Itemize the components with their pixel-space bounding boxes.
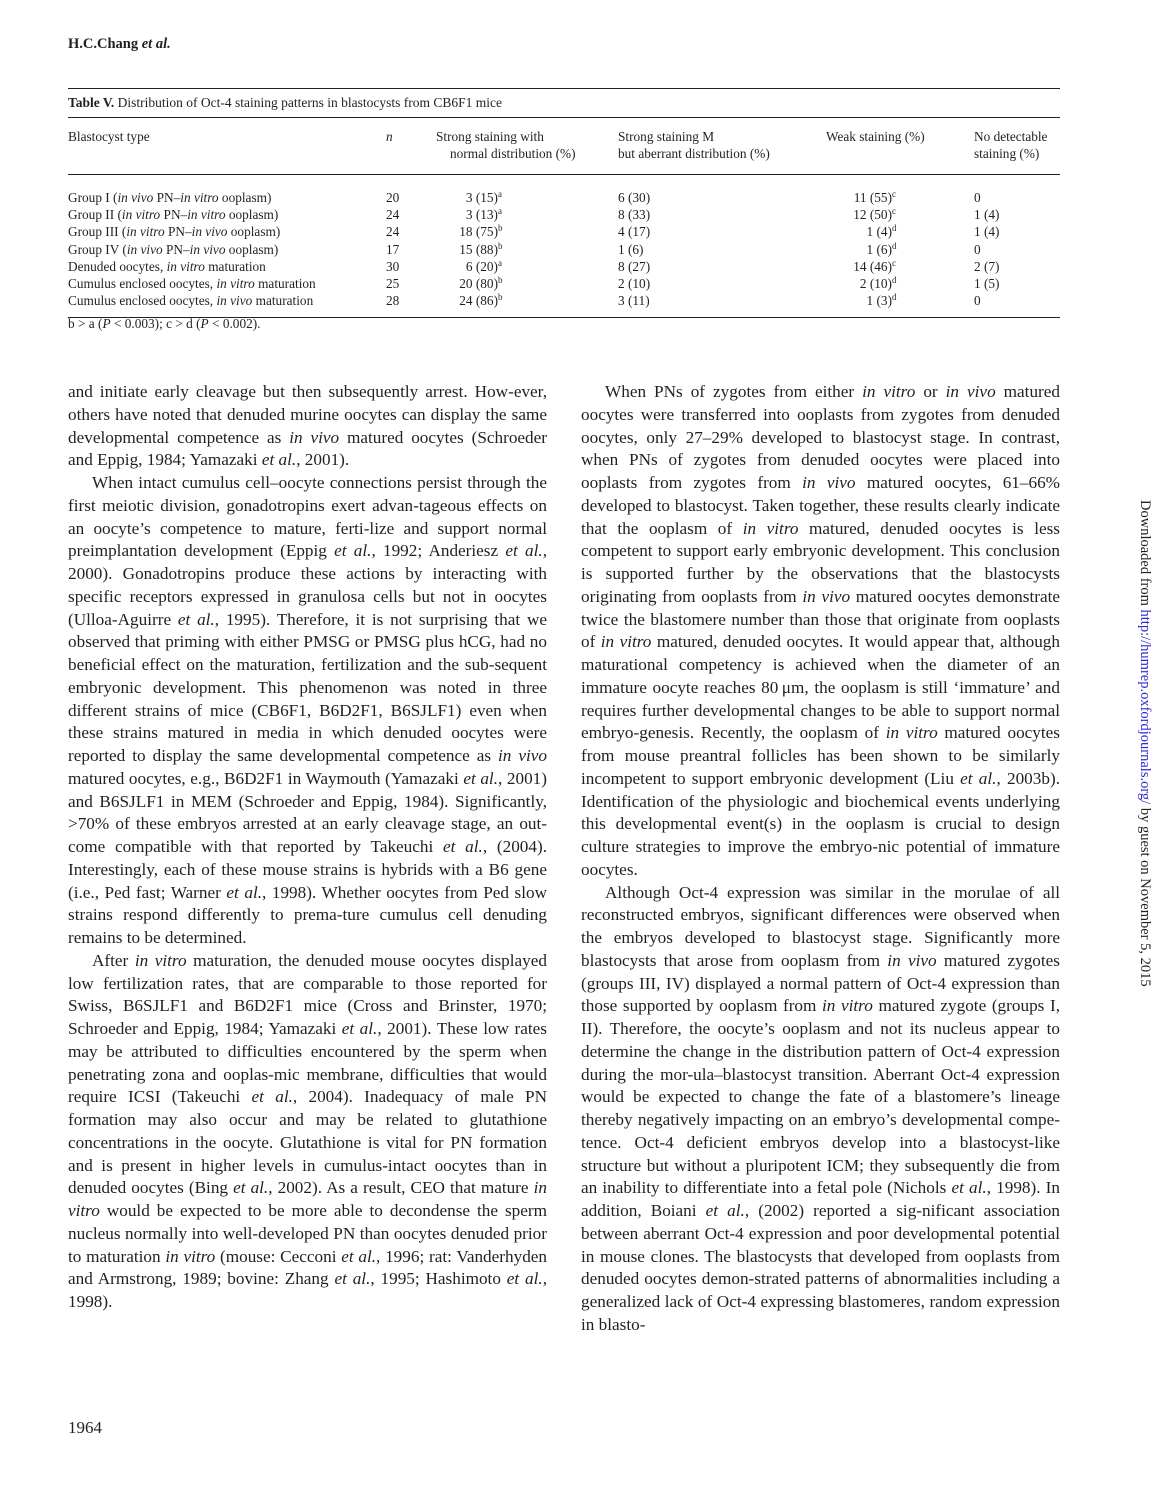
- cell-weak: 1 $(6)^d$: [866, 240, 897, 257]
- body-column-left: [68, 381, 547, 1314]
- footnote-part: b > a (: [68, 316, 103, 331]
- header-blastocyst-type: Blastocyst type: [68, 129, 150, 144]
- cell-n: 30: [386, 258, 400, 274]
- cell-blastocyst-type: Cumulus enclosed oocytes, in vitro maturation: [68, 276, 316, 292]
- header-none-l2: staining (%): [974, 146, 1040, 161]
- cell-normal: 24 $(86)^b$: [459, 292, 503, 309]
- cell-none: 2 (7): [974, 258, 1000, 274]
- header-n: [386, 118, 436, 175]
- table-row: [68, 241, 1060, 258]
- download-prefix: Downloaded from: [1137, 500, 1153, 610]
- table-row: [68, 206, 1060, 223]
- header-none: [974, 118, 1060, 175]
- body-paragraph: After in vitro maturation, the denuded mouse oocytes displayed low fertilization rates, that are comparable to those reported for Swiss, B6SJLF1 and B6D2F1 mice (Cross and Brinster, 1970; Schroeder and Eppig, 1984; Yamazaki et al., 2001). These low rates may be attributed to difficulties encountered by the sperm when penetrating zona and ooplas-mic membrane, difficulties that would require ICSI (Takeuchi et al., 2004). Inadequacy of male PN formation may also occur and may be related to glutathione concentrations in the oocyte. Glutathione is vital for PN formation and is present in higher levels in cumulus-intact oocytes than in denuded oocytes (Bing et al., 2002). As a result, CEO that mature in vitro would be expected to be more able to decondense the sperm nucleus normally into well-developed PN than oocytes denuded prior to maturation in vitro (mouse: Cecconi et al., 1996; rat: Vanderhyden and Armstrong, 1989; bovine: Zhang et al., 1995; Hashimoto et al., 1998).: [68, 950, 548, 1311]
- cell-blastocyst-type: Group II (in vitro PN–in vitro ooplasm): [68, 207, 279, 223]
- header-aberrant-l1: Strong staining M: [618, 129, 715, 144]
- cell-normal: 15 $(88)^b$: [459, 240, 503, 257]
- header-aberrant: [618, 118, 826, 175]
- body-paragraph: Although Oct-4 expression was similar in the morulae of all reconstructed embryos, significant differences were observed when the embryos developed to blastocyst stage. Significantly more blastocysts that arose from ooplasm from in vivo matured zygotes (groups III, IV) displayed a normal pattern of Oct-4 expression than those supported by ooplasm from in vitro matured zygote (groups I, II). Therefore, the oocyte’s ooplasm and not its nucleus appear to determine the change in the distribution pattern of Oct-4 expression during the mor-ula–blastocyst transition. Aberrant Oct-4 expression would be expected to change the fate of a blastomere’s lineage thereby negatively impacting on an embryo’s developmental compe-tence. Oct-4 deficient embryos develop into a blastocyst-like structure but without a pluripotent ICM; they subsequently die from an inability to differentiate into a fetal pole (Nichols et al., 1998). In addition, Boiani et al., (2002) reported a sig-nificant association between aberrant Oct-4 expression and poor developmental potential in mouse clones. The blastocysts that developed from ooplasts from denuded oocytes demon-strated patterns of abnormalities including a generalized lack of Oct-4 expressing blastomeres, random expression in blasto-: [581, 882, 1060, 1334]
- table-caption: [68, 89, 1060, 117]
- table-title: Distribution of Oct-4 staining patterns in blastocysts from CB6F1 mice: [117, 95, 502, 110]
- cell-n: 25: [386, 276, 400, 292]
- journal-link[interactable]: http://humrep.oxfordjournals.org/: [1137, 609, 1153, 805]
- download-suffix: by guest on November 5, 2015: [1137, 804, 1153, 987]
- table-row: [68, 175, 1060, 207]
- header-aberrant-l2: but aberrant distribution (%): [618, 146, 770, 161]
- cell-weak: 1 $(4)^d$: [866, 223, 897, 240]
- cell-n: 20: [386, 190, 400, 205]
- cell-aberrant: 1 (6): [618, 241, 644, 257]
- cell-normal: 18 $(75)^b$: [459, 223, 503, 240]
- cell-aberrant: 4 (17): [618, 224, 651, 240]
- download-notice: [1136, 500, 1153, 987]
- footnote-part: < 0.002).: [208, 316, 261, 331]
- footnote-part: < 0.003); c > d (: [110, 316, 201, 331]
- table-body: [68, 175, 1060, 318]
- header-n-label: n: [386, 129, 393, 144]
- staining-table: [68, 118, 1060, 318]
- cell-n: 24: [386, 224, 400, 240]
- body-paragraph: and initiate early cleavage but then subsequently arrest. How-ever, others have noted that denuded murine oocytes can display the same developmental competence as in vivo matured oocytes (Schroeder and Eppig, 1984; Yamazaki et al., 2001).: [68, 382, 547, 470]
- table-v: [68, 88, 1060, 318]
- cell-n: 17: [386, 241, 400, 257]
- cell-weak: 14 $(46)^c$: [853, 257, 896, 274]
- footnote-p: P: [102, 316, 111, 331]
- cell-weak: 11 $(55)^c$: [853, 189, 896, 205]
- body-paragraph: When intact cumulus cell–oocyte connections persist through the first meiotic division, gonadotropins exert advan-tageous effects on an oocyte’s competence to mature, ferti-lize and support normal preimplantation development (Eppig et al., 1992; Anderiesz et al., 2000). Gonadotropins produce these actions by interacting with specific receptors expressed in granulosa cells but not in oocytes (Ulloa-Aguirre et al., 1995). Therefore, it is not surprising that we observed that priming with either PMSG or PMSG plus hCG, had no beneficial effect on the maturation, fertilization and the sub-sequent embryonic development. This phenomenon was noted in three different strains of mice (CB6F1, B6D2F1, B6SJLF1) even when these strains matured in media in which denuded oocytes were reported to display the same developmental competence as in vivo matured oocytes, e.g., B6D2F1 in Waymouth (Yamazaki et al., 2001) and B6SJLF1 in MEM (Schroeder and Eppig, 1984). Significantly, >70% of these embryos arrested at an early cleavage stage, an out-come compatible with that reported by Takeuchi et al., (2004). Interestingly, each of these mouse strains is hybrids with a B6 gene (i.e., Ped fast; Warner et al., 1998). Whether oocytes from Ped slow strains respond differently to prema-ture cumulus cell denuding remains to be determined.: [68, 473, 548, 947]
- cell-none: 0: [974, 241, 981, 257]
- cell-normal: 6 $(20)^a$: [465, 257, 502, 274]
- cell-weak: 1 $(3)^d$: [866, 292, 897, 309]
- cell-normal: 3 $(15)^a$: [465, 189, 502, 205]
- cell-normal: 3 $(13)^a$: [465, 206, 502, 223]
- header-normal-l1: Strong staining with: [436, 129, 544, 144]
- table-header-row: [68, 118, 1060, 175]
- cell-blastocyst-type: Denuded oocytes, in vitro maturation: [68, 258, 266, 274]
- table-footnote: [68, 316, 261, 332]
- table-row: [68, 223, 1060, 240]
- cell-weak: 12 $(50)^c$: [853, 206, 896, 223]
- header-weak: Weak staining (%): [826, 129, 925, 144]
- cell-blastocyst-type: Group IV (in vivo PN–in vivo ooplasm): [68, 241, 279, 257]
- running-head-etal: et al.: [141, 36, 171, 52]
- cell-aberrant: 8 (33): [618, 207, 651, 223]
- cell-n: 28: [386, 293, 400, 309]
- cell-normal: 20 $(80)^b$: [459, 275, 503, 292]
- page-number: 1964: [68, 1418, 102, 1437]
- cell-none: 1 (4): [974, 207, 1000, 223]
- cell-weak: 2 $(10)^d$: [859, 275, 897, 292]
- footnote-p: P: [200, 316, 209, 331]
- header-normal-l2: normal distribution (%): [450, 146, 576, 161]
- cell-none: 1 (4): [974, 224, 1000, 240]
- cell-blastocyst-type: Group I (in vivo PN–in vitro ooplasm): [68, 190, 272, 205]
- cell-none: 1 (5): [974, 276, 1000, 292]
- table-row: [68, 258, 1060, 275]
- cell-aberrant: 6 (30): [618, 190, 651, 205]
- cell-n: 24: [386, 207, 400, 223]
- table-row: [68, 292, 1060, 318]
- cell-none: 0: [974, 293, 981, 309]
- body-column-right: [581, 381, 1060, 1337]
- cell-aberrant: 2 (10): [618, 276, 651, 292]
- cell-blastocyst-type: Group III (in vitro PN–in vivo ooplasm): [68, 224, 281, 240]
- table-label: Table V.: [68, 95, 115, 110]
- running-head: [68, 36, 171, 53]
- cell-aberrant: 3 (11): [618, 293, 650, 309]
- body-paragraph: When PNs of zygotes from either in vitro or in vivo matured oocytes were transferred into ooplasts from zygotes from denuded oocytes, only 27–29% developed to blastocyst stage. In contrast, when PNs of zygotes from denuded oocytes were placed into ooplasts from zygotes from in vivo matured oocytes, 61–66% developed to blastocyst. Taken together, these results clearly indicate that the ooplasm of in vitro matured, denuded oocytes is less competent to support early embryonic development. This conclusion is supported further by the observations that the blastocysts originating from ooplasts from in vivo matured oocytes demonstrate twice the blastomere number than those that originate from ooplasts of in vitro matured, denuded oocytes. It would appear that, although maturational competency is achieved when the diameter of an immature oocyte reaches 80 μm, the ooplasm is still ‘immature’ and requires further developmental changes to be able to support normal embryo-genesis. Recently, the ooplasm of in vitro matured oocytes from mouse preantral follicles has been shown to be similarly incompetent to support embryonic development (Liu et al., 2003b). Identification of the physiologic and biochemical events underlying this developmental event(s) in the ooplasm is crucial to design culture strategies to improve the embryo-nic potential of immature oocytes.: [581, 382, 1060, 879]
- header-normal: [436, 118, 618, 175]
- table-row: [68, 275, 1060, 292]
- cell-none: 0: [974, 190, 981, 205]
- cell-blastocyst-type: Cumulus enclosed oocytes, in vivo maturation: [68, 293, 314, 309]
- running-head-author: H.C.Chang: [68, 36, 139, 52]
- cell-aberrant: 8 (27): [618, 258, 651, 274]
- header-none-l1: No detectable: [974, 129, 1048, 144]
